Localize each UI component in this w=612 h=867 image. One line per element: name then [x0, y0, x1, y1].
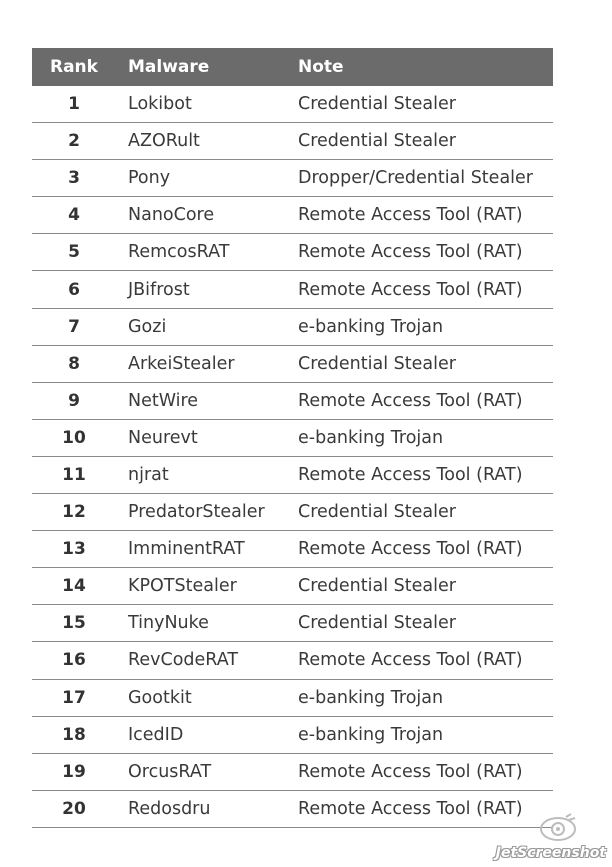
note-cell: Remote Access Tool (RAT) [298, 464, 523, 485]
note-cell: Remote Access Tool (RAT) [298, 539, 523, 560]
watermark [495, 813, 606, 861]
note-cell: e-banking Trojan [298, 724, 444, 745]
table-row [32, 791, 553, 828]
malware-cell: NetWire [128, 390, 199, 411]
table-row [32, 383, 553, 420]
rank-cell: 16 [62, 650, 86, 671]
rank-cell: 3 [68, 168, 80, 189]
note-cell: Remote Access Tool (RAT) [298, 205, 523, 226]
note-cell: Remote Access Tool (RAT) [298, 242, 523, 263]
malware-cell: NanoCore [128, 205, 215, 226]
malware-table [32, 48, 553, 828]
rank-cell: 1 [68, 94, 80, 115]
rank-cell: 7 [68, 316, 80, 337]
header-rank: Rank [50, 57, 98, 77]
rank-cell: 19 [62, 761, 86, 782]
table-row [32, 531, 553, 568]
rank-cell: 20 [62, 798, 86, 819]
table-row [32, 420, 553, 457]
rank-cell: 10 [62, 427, 86, 448]
table-row [32, 234, 553, 271]
malware-cell: JBifrost [128, 279, 190, 300]
rank-cell: 15 [62, 613, 86, 634]
rank-cell: 6 [68, 279, 80, 300]
rank-cell: 4 [68, 205, 80, 226]
malware-cell: Gootkit [128, 687, 192, 708]
rank-cell: 8 [68, 353, 80, 374]
header-malware: Malware [128, 57, 210, 77]
note-cell: e-banking Trojan [298, 427, 444, 448]
note-cell: Credential Stealer [298, 94, 456, 115]
malware-cell: AZORult [128, 131, 200, 152]
malware-cell: Neurevt [128, 427, 198, 448]
note-cell: Credential Stealer [298, 131, 456, 152]
malware-cell: OrcusRAT [128, 761, 212, 782]
note-cell: Dropper/Credential Stealer [298, 168, 533, 189]
malware-cell: ArkeiStealer [128, 353, 235, 374]
table-row [32, 754, 553, 791]
note-cell: Credential Stealer [298, 502, 456, 523]
rank-cell: 2 [68, 131, 80, 152]
table-row [32, 197, 553, 234]
note-cell: e-banking Trojan [298, 316, 444, 337]
malware-cell: Redosdru [128, 798, 211, 819]
malware-cell: Pony [128, 168, 171, 189]
note-cell: e-banking Trojan [298, 687, 444, 708]
table-header [32, 48, 553, 86]
malware-cell: TinyNuke [128, 613, 209, 634]
malware-cell: Gozi [128, 316, 167, 337]
malware-cell: RemcosRAT [128, 242, 230, 263]
table-body [32, 86, 553, 828]
rank-cell: 9 [68, 390, 80, 411]
table-row [32, 642, 553, 679]
table-row [32, 605, 553, 642]
note-cell: Remote Access Tool (RAT) [298, 390, 523, 411]
table-row [32, 568, 553, 605]
rank-cell: 14 [62, 576, 86, 597]
note-cell: Remote Access Tool (RAT) [298, 279, 523, 300]
table-row [32, 271, 553, 308]
rank-cell: 11 [62, 464, 86, 485]
note-cell: Remote Access Tool (RAT) [298, 761, 523, 782]
watermark-text: JetScreenshot [495, 845, 606, 861]
header-note: Note [298, 57, 344, 77]
rank-cell: 17 [62, 687, 86, 708]
malware-cell: IcedID [128, 724, 184, 745]
table-row [32, 680, 553, 717]
table-row [32, 160, 553, 197]
rank-cell: 18 [62, 724, 86, 745]
malware-cell: njrat [128, 464, 169, 485]
malware-cell: KPOTStealer [128, 576, 237, 597]
table-row [32, 123, 553, 160]
table-row [32, 494, 553, 531]
table-row [32, 346, 553, 383]
table-row [32, 309, 553, 346]
rank-cell: 13 [62, 539, 86, 560]
note-cell: Remote Access Tool (RAT) [298, 650, 523, 671]
rank-cell: 12 [62, 502, 86, 523]
table-row [32, 457, 553, 494]
malware-cell: PredatorStealer [128, 502, 265, 523]
eye-logo-icon [538, 813, 578, 843]
note-cell: Credential Stealer [298, 353, 456, 374]
malware-cell: ImminentRAT [128, 539, 245, 560]
malware-cell: Lokibot [128, 94, 192, 115]
rank-cell: 5 [68, 242, 80, 263]
table-row [32, 717, 553, 754]
malware-cell: RevCodeRAT [128, 650, 239, 671]
note-cell: Credential Stealer [298, 576, 456, 597]
note-cell: Credential Stealer [298, 613, 456, 634]
table-row [32, 86, 553, 123]
note-cell: Remote Access Tool (RAT) [298, 798, 523, 819]
